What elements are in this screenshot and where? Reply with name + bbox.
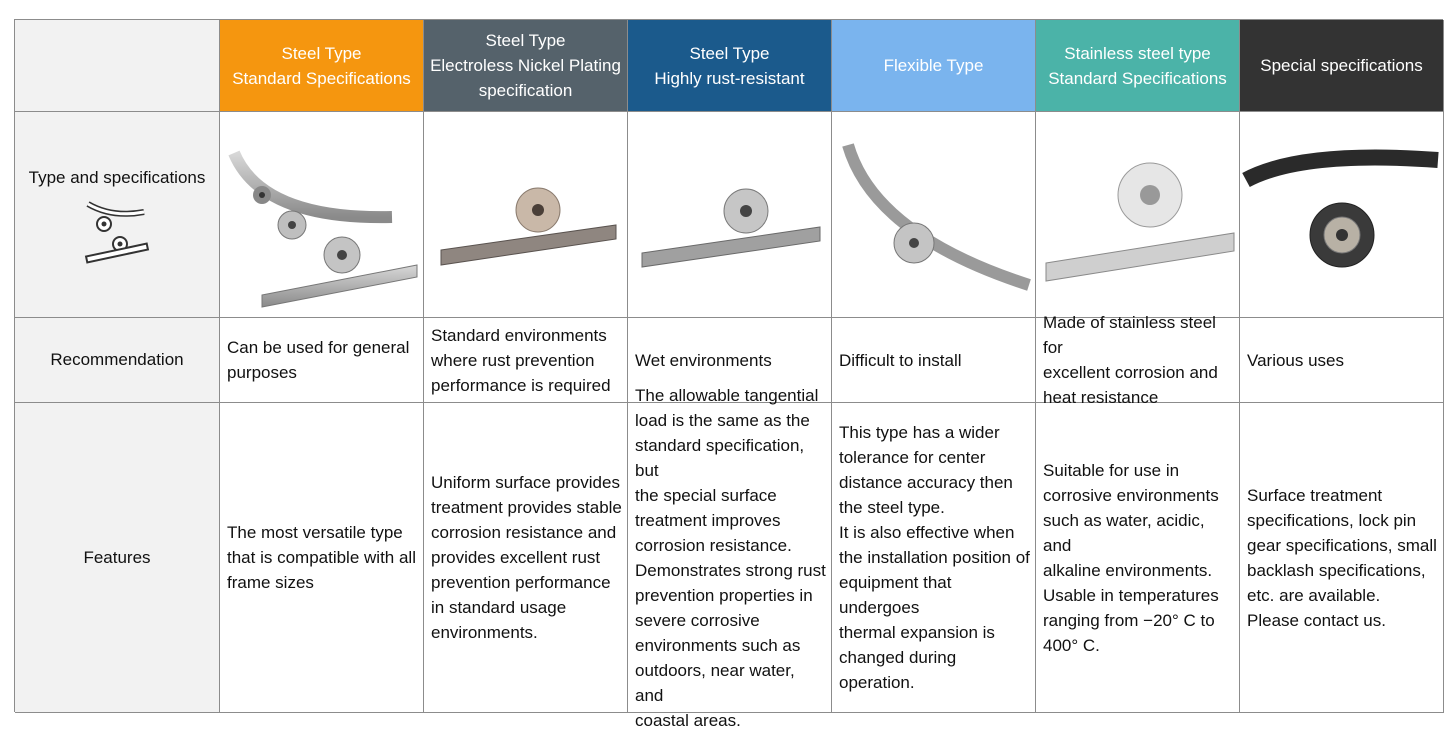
col-header-line: Stainless steel type xyxy=(1064,43,1211,63)
product-image-steel-standard xyxy=(220,112,424,318)
features-text: The allowable tangential load is the same as the standard specification, but the special surface treatment improves corrosion resistance. Demonstrates strong rust prevention properties in severe corrosive environments such as outdoors, near water, and coastal areas. xyxy=(635,385,826,730)
features-text: The most versatile type that is compatible with all frame sizes xyxy=(227,523,416,592)
row-label-type: Type and specifications xyxy=(28,167,206,187)
col-header-steel-rust xyxy=(628,20,832,112)
recommendation-cell xyxy=(1240,318,1444,403)
features-cell xyxy=(832,403,1036,713)
product-image-flexible xyxy=(832,112,1036,318)
col-header-flexible xyxy=(832,20,1036,112)
col-header-line: specification xyxy=(478,81,573,100)
rack-and-pinion-image xyxy=(630,155,830,275)
rack-pinion-icon xyxy=(82,198,152,262)
col-header-line: Special specifications xyxy=(1260,56,1423,75)
col-header-special xyxy=(1240,20,1444,112)
flexible-curved-rack-image xyxy=(834,125,1034,305)
col-header-steel-nickel xyxy=(424,20,628,112)
row-label-recommendation: Recommendation xyxy=(50,350,184,369)
col-header-line: Steel Type xyxy=(689,43,770,63)
recommendation-text: Difficult to install xyxy=(839,350,962,370)
product-image-steel-rust xyxy=(628,112,832,318)
features-text: Uniform surface provides treatment provides stable corrosion resistance and provides excellent rust prevention performance in standard usage environments. xyxy=(431,473,622,642)
product-image-special xyxy=(1240,112,1444,318)
product-image-stainless xyxy=(1036,112,1240,318)
row-header-recommendation xyxy=(15,318,220,403)
features-cell xyxy=(220,403,424,713)
recommendation-text: Can be used for general purposes xyxy=(227,338,410,382)
col-header-line: Standard Specifications xyxy=(232,68,411,88)
col-header-line: Standard Specifications xyxy=(1048,68,1227,88)
col-header-line: Flexible Type xyxy=(883,56,984,75)
features-cell xyxy=(1240,403,1444,713)
rack-and-pinion-image xyxy=(426,155,626,275)
row-label-features: Features xyxy=(83,547,151,567)
features-text: Surface treatment specifications, lock pin gear specifications, small backlash specifications, etc. are available. Please contact us. xyxy=(1247,485,1437,630)
recommendation-cell xyxy=(424,318,628,403)
recommendation-text: Various uses xyxy=(1247,350,1345,370)
col-header-line: Steel Type xyxy=(485,31,566,50)
col-header-line: Electroless Nickel Plating xyxy=(430,56,621,75)
col-header-steel-standard xyxy=(220,20,424,112)
curved-rack-and-straight-rack-image xyxy=(222,125,422,305)
recommendation-text: Standard environments where rust prevention performance is required xyxy=(431,325,611,395)
features-cell xyxy=(628,385,832,730)
recommendation-cell xyxy=(832,318,1036,403)
features-cell xyxy=(424,403,628,713)
row-header-type xyxy=(15,112,220,318)
special-spec-gear-image xyxy=(1242,140,1442,290)
col-header-stainless xyxy=(1036,20,1240,112)
col-header-line: Steel Type xyxy=(281,43,362,63)
features-cell xyxy=(1036,403,1240,713)
spec-table xyxy=(14,19,1443,730)
product-image-steel-nickel xyxy=(424,112,628,318)
corner-cell xyxy=(15,20,220,112)
recommendation-cell xyxy=(1036,313,1240,407)
recommendation-cell xyxy=(220,318,424,403)
features-text: This type has a wider tolerance for center distance accuracy then the steel type. It is also effective when the installation position of equipment that undergoes thermal expansion is changed during operation. xyxy=(839,423,1030,692)
col-header-line: Highly rust-resistant xyxy=(654,68,805,88)
stainless-rack-and-pinion-image xyxy=(1038,145,1238,285)
features-text: Suitable for use in corrosive environments such as water, acidic, and alkaline environments. Usable in temperatures ranging from −20° C to 400° C. xyxy=(1043,460,1219,655)
recommendation-text: Wet environments xyxy=(635,350,772,370)
recommendation-text: Made of stainless steel for excellent corrosion and heat resistance xyxy=(1043,313,1218,407)
row-header-features xyxy=(15,403,220,713)
